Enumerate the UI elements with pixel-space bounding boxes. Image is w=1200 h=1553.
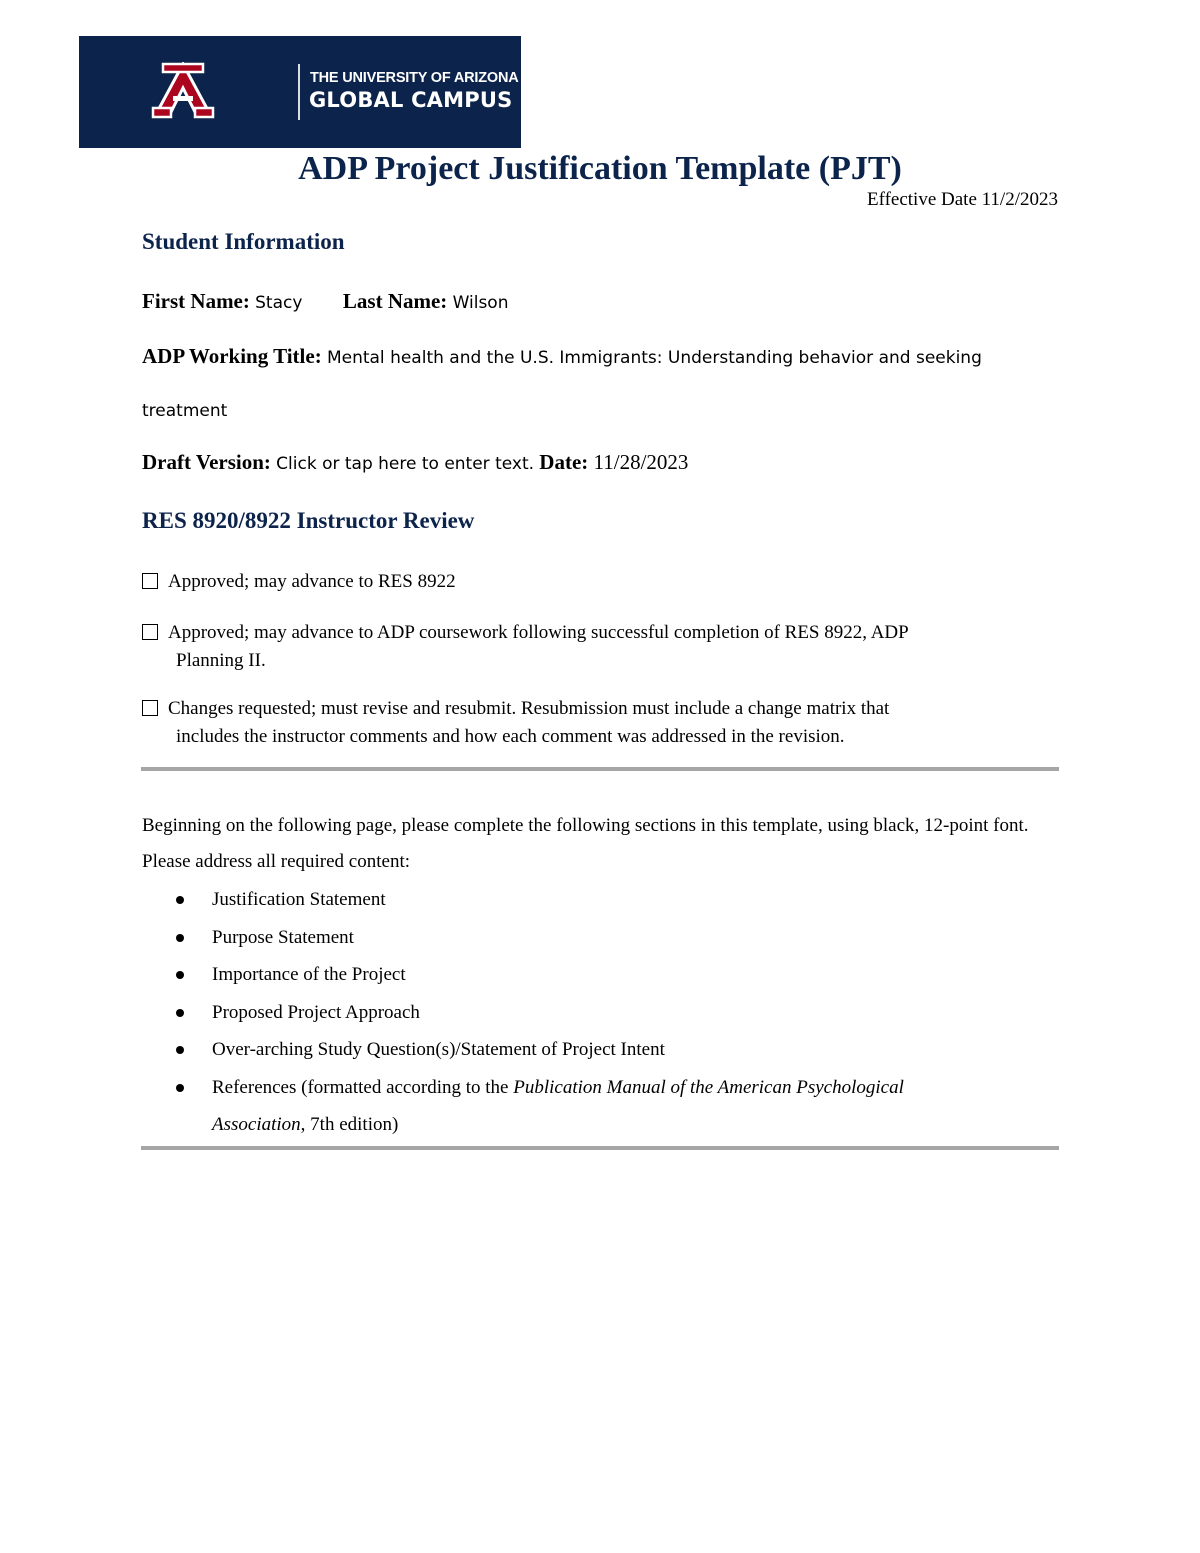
references-suffix: , 7th edition) (300, 1114, 399, 1135)
working-title-value[interactable]: Mental health and the U.S. Immigrants: Understanding behavior and seeking (326, 348, 982, 368)
working-title-value-cont[interactable]: treatment (142, 401, 228, 421)
name-line (142, 289, 508, 314)
date-value[interactable]: 11/28/2023 (593, 450, 689, 474)
list-item (142, 956, 1042, 994)
list-item-text: Justification Statement (212, 889, 386, 910)
review-option-text: Approved; may advance to RES 8922 (168, 571, 456, 592)
date-label: Date: (539, 450, 589, 474)
review-option-text-cont: includes the instructor comments and how each comment was addressed in the revision. (176, 726, 845, 747)
first-name-value[interactable]: Stacy (255, 293, 303, 313)
university-logo (79, 36, 521, 148)
review-heading: RES 8920/8922 Instructor Review (142, 508, 475, 533)
last-name-label: Last Name: (342, 289, 448, 313)
review-option (142, 568, 456, 596)
bullet-icon (176, 1009, 184, 1017)
working-title-line (142, 344, 982, 369)
working-title-line2 (142, 397, 227, 422)
bullet-icon (176, 1084, 184, 1092)
draft-version-field[interactable]: Click or tap here to enter text. (276, 454, 535, 474)
references-italic-title-cont: Association (212, 1114, 301, 1135)
section-divider (141, 767, 1059, 771)
working-title-label: ADP Working Title: (142, 344, 322, 368)
draft-version-label: Draft Version: (142, 450, 271, 474)
checkbox[interactable] (142, 624, 158, 640)
document-title: ADP Project Justification Template (PJT) (298, 150, 902, 187)
list-item (142, 994, 1042, 1032)
arizona-a-logo-icon (151, 62, 215, 120)
last-name-value[interactable]: Wilson (452, 293, 509, 313)
logo-line2: GLOBAL CAMPUS (309, 88, 513, 112)
list-item-text: Over-arching Study Question(s)/Statement of Project Intent (212, 1039, 665, 1060)
draft-version-line (142, 450, 688, 475)
list-item-text: Purpose Statement (212, 926, 354, 948)
logo-line1: THE UNIVERSITY OF ARIZONA (310, 70, 519, 86)
student-info-heading: Student Information (142, 229, 345, 254)
bullet-icon (176, 1046, 184, 1054)
required-sections-list (142, 881, 1042, 1144)
list-item-text: Importance of the Project (212, 964, 406, 985)
first-name-label: First Name: (142, 289, 250, 313)
section-divider (141, 1146, 1059, 1150)
list-item-text: Proposed Project Approach (212, 1001, 420, 1023)
review-option-text: Changes requested; must revise and resubmit. Resubmission must include a change matrix that (168, 698, 890, 719)
checkbox[interactable] (142, 700, 158, 716)
review-option-text: Approved; may advance to ADP coursework following successful completion of RES 8922, ADP (168, 622, 909, 643)
list-item (142, 1031, 1042, 1069)
effective-date: Effective Date 11/2/2023 (867, 189, 1058, 210)
review-option (142, 619, 909, 675)
list-item (142, 1069, 1042, 1144)
instructions-intro: Beginning on the following page, please complete the following sections in this template, using black, 12-point font. Please address all required content: (142, 815, 1029, 872)
review-option-text-cont: Planning II. (176, 650, 266, 671)
bullet-icon (176, 896, 184, 904)
checkbox[interactable] (142, 573, 158, 589)
bullet-icon (176, 971, 184, 979)
references-prefix: References (formatted according to the (212, 1076, 514, 1098)
bullet-icon (176, 934, 184, 942)
list-item (142, 881, 1042, 919)
references-italic-title: Publication Manual of the American Psychological (513, 1076, 904, 1098)
logo-divider (298, 64, 300, 120)
list-item (142, 919, 1042, 957)
review-option (142, 695, 889, 751)
